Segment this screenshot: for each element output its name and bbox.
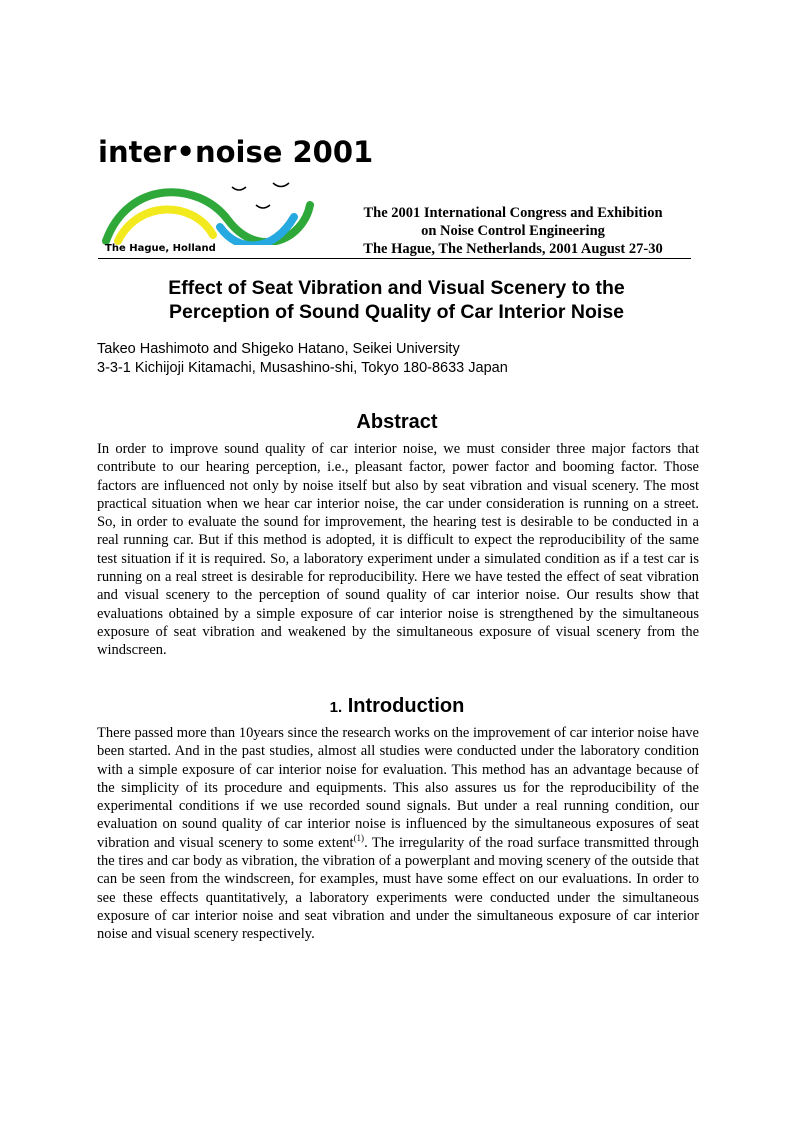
citation-ref: (1): [353, 832, 365, 843]
logo-location: The Hague, Holland: [105, 243, 216, 254]
logo-yellow-wave: [118, 209, 213, 241]
abstract-heading: Abstract: [356, 411, 438, 433]
intro-text-part1: There passed more than 10years since the research works on the improvement of car interior noise have been started. And in the past studies, almost all studies were conducted under the laboratory condition with a simple exposure of car interior noise for evaluation. This method has an advantage because of the simplicity of its procedure and equipments. This also assures us for the reproducibility of the experimental conditions if we use recorded sound signals. But under a real running condition, our evaluation on sound quality of car interior noise is influenced by the simultaneous exposures of seat vibration and visual scenery to some extent: [97, 725, 699, 851]
conference-line: The 2001 International Congress and Exhibition: [363, 205, 663, 221]
introduction-text: [97, 724, 699, 944]
logo-smile-arc: [273, 183, 289, 187]
title-line: Effect of Seat Vibration and Visual Scenery to the: [168, 277, 625, 299]
logo-smile-arc: [256, 205, 270, 208]
logo-waves-graphic: [98, 175, 338, 245]
conference-line: on Noise Control Engineering: [421, 223, 605, 239]
author-block: [97, 340, 508, 378]
author-names: Takeo Hashimoto and Shigeko Hatano, Seikei University: [97, 341, 460, 357]
title-line: Perception of Sound Quality of Car Interior Noise: [168, 301, 625, 323]
conference-logo: [98, 135, 374, 260]
section-number: 1.: [329, 699, 343, 716]
author-address: 3-3-1 Kichijoji Kitamachi, Musashino-shi, Tokyo 180-8633 Japan: [97, 360, 508, 376]
logo-title: inter•noise 2001: [98, 135, 374, 169]
section-title: Introduction: [347, 695, 465, 717]
paper-title: [98, 276, 695, 324]
introduction-heading: [97, 695, 697, 718]
header-divider: [98, 258, 691, 259]
conference-line: The Hague, The Netherlands, 2001 August 27-30: [363, 241, 663, 257]
logo-smile-arc: [232, 187, 246, 190]
intro-text-part2: . The irregularity of the road surface transmitted through the tires and car body as vibration, the vibration of a powerplant and moving scenery of the outside that can be seen from the windscreen, for examples, must have some effect on our evaluations. In order to see these effects quantitatively, a laboratory experiments were conducted under the simultaneous exposure of car interior noise and seat vibration and under the simultaneous exposure of car interior noise and visual scenery respectively.: [97, 834, 700, 943]
abstract-text: In order to improve sound quality of car interior noise, we must consider three major factors that contribute to our hearing perception, i.e., pleasant factor, power factor and booming factor. Those factors are influenced not only by noise itself but also by seat vibration and visual scenery. The most practical situation when we hear car interior noise, the car under consideration is running on a street. So, in order to evaluate the sound for improvement, the hearing test is desirable to be conducted in a real running car. But if this method is adopted, it is difficult to expect the reproducibility of the same test situation if it is required. So, a laboratory experiment under a simulated condition as if a test car is running on a real street is desirable for reproducibility. Here we have tested the effect of seat vibration and visual scenery to the perception of sound quality of car interior noise. Our results show that evaluations obtained by a simple exposure of car interior noise is strengthened by the simultaneous exposure of seat vibration and weakened by the simultaneous exposure of visual scenery from the windscreen.: [97, 441, 699, 659]
conference-info: [338, 204, 688, 258]
